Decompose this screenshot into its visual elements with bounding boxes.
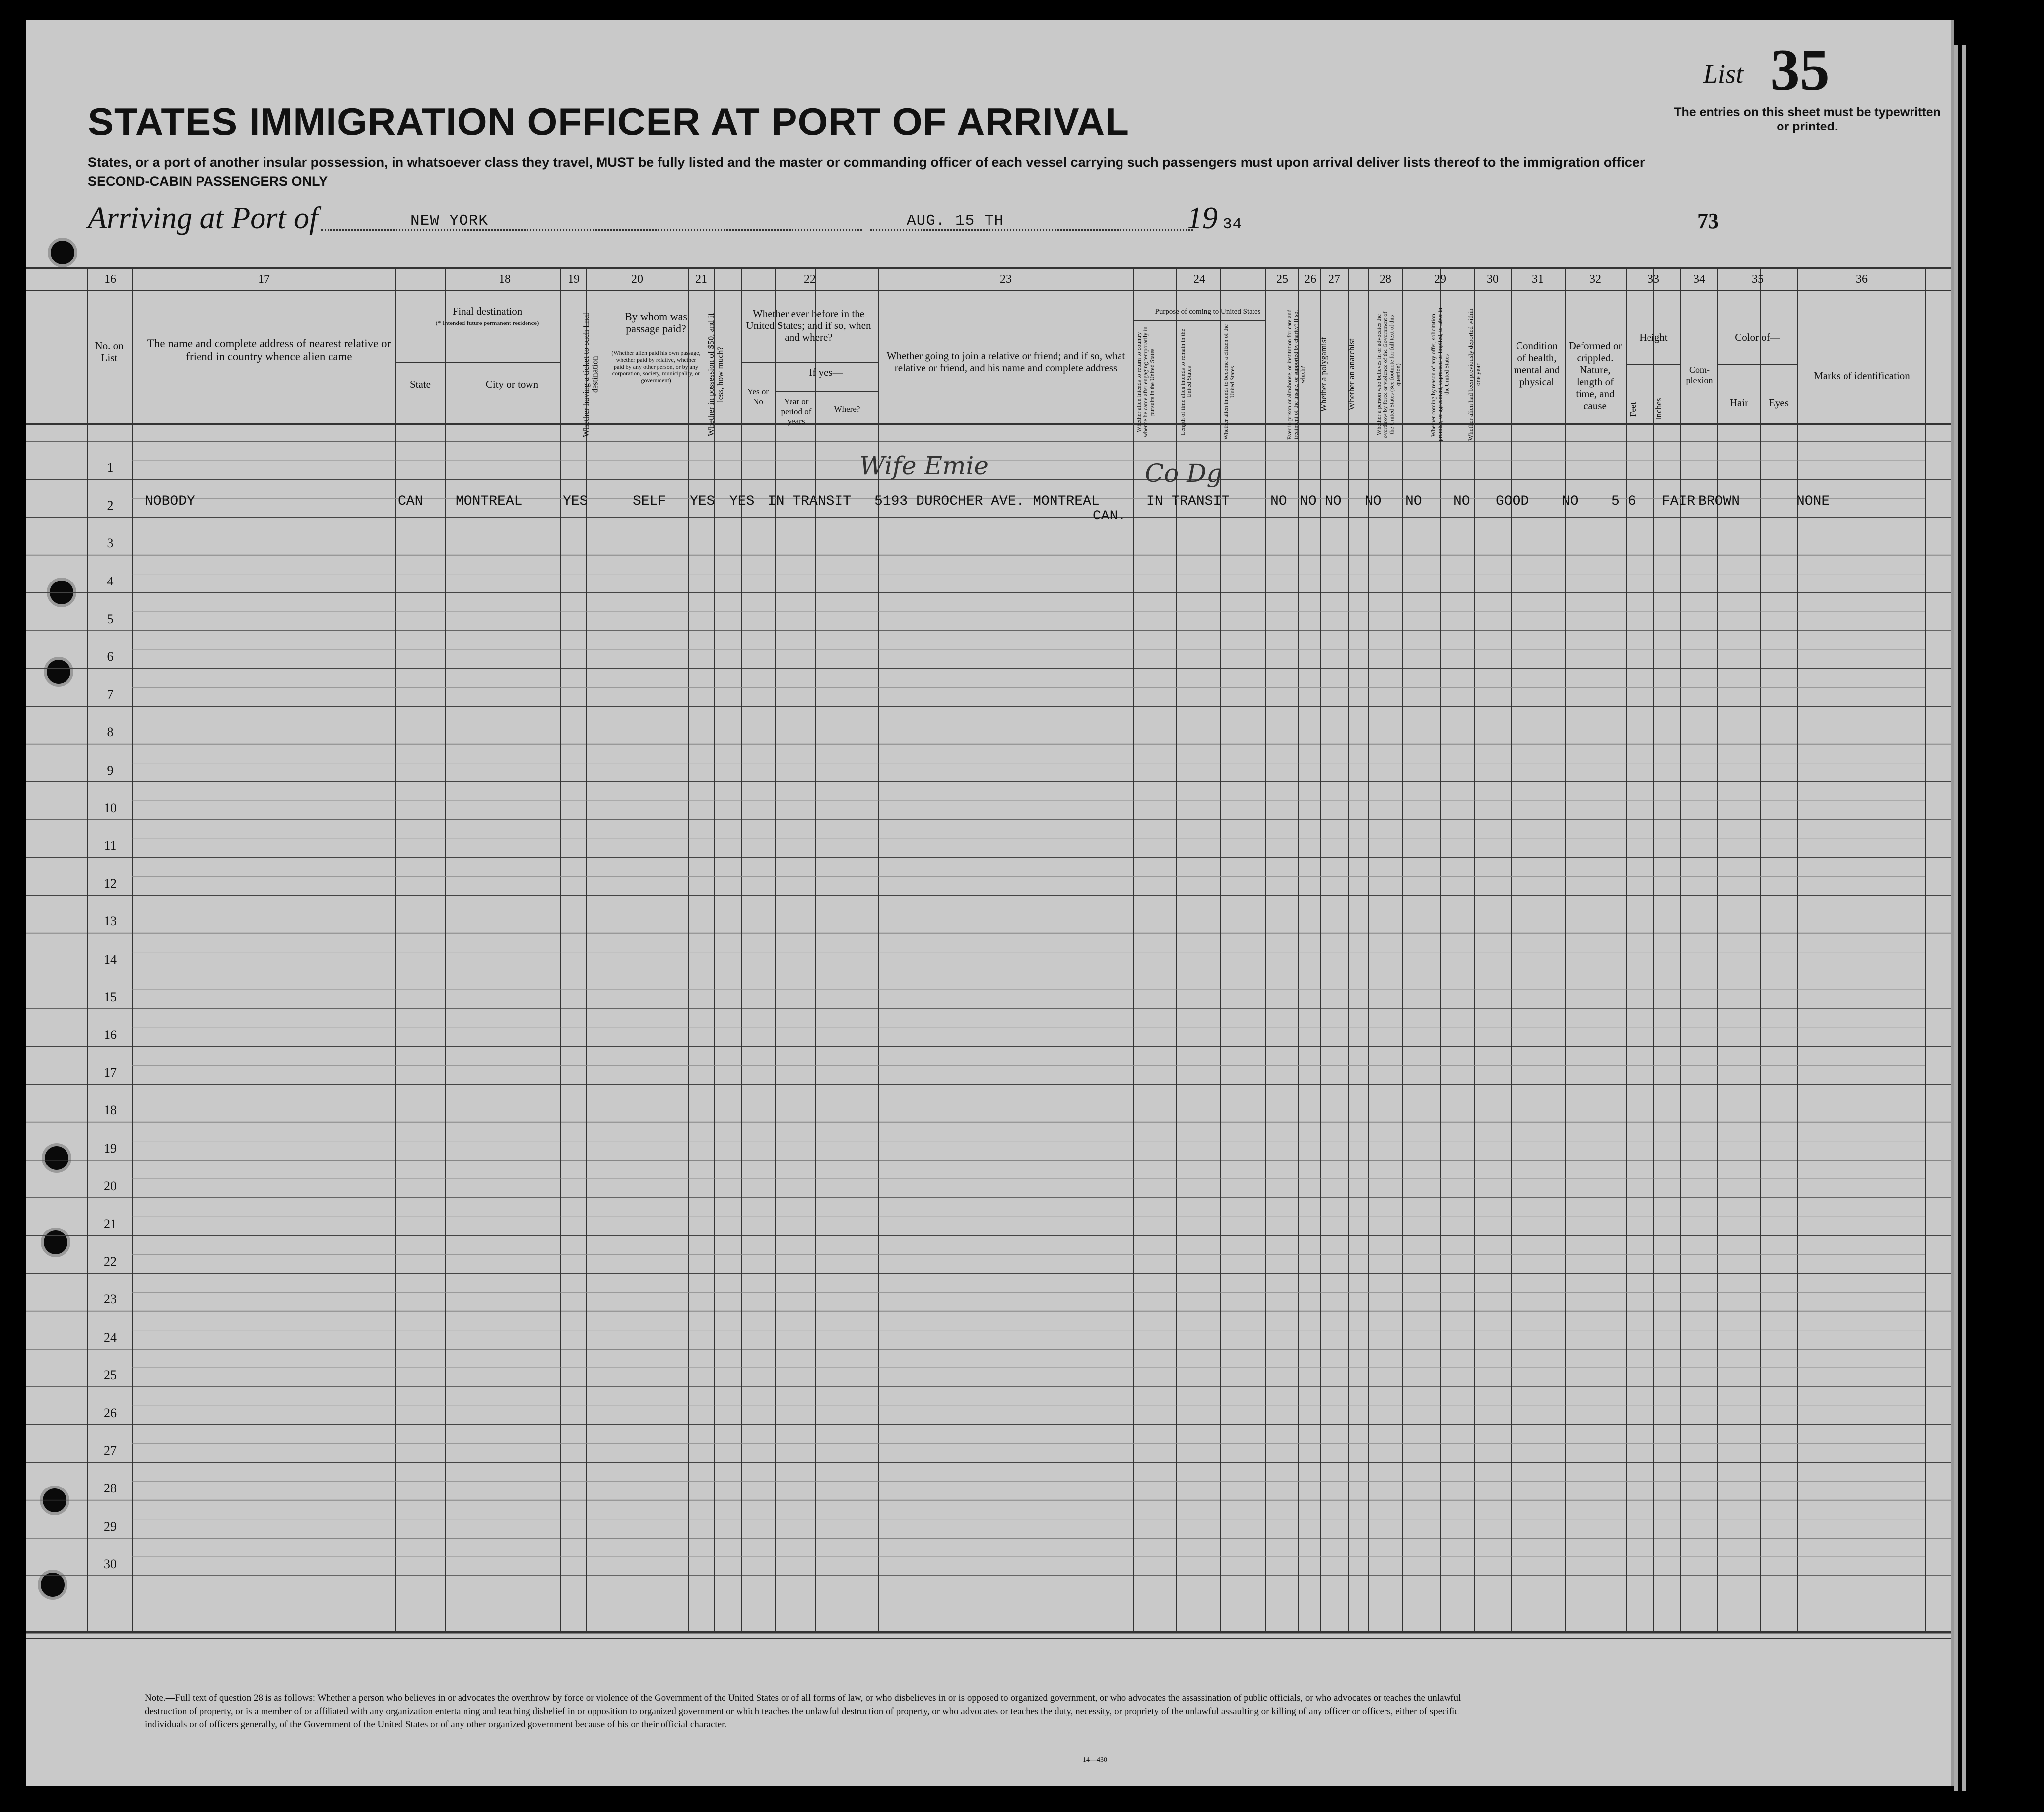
column-number: 18 xyxy=(499,273,511,286)
header-possession: Whether in possession of $50, and if less, how much? xyxy=(706,313,725,437)
year-suffix: 34 xyxy=(1223,216,1243,233)
header-hair: Hair xyxy=(1729,397,1749,409)
cell-hair: BROWN xyxy=(1698,494,1740,509)
header-marks: Marks of identification xyxy=(1814,370,1910,382)
header-anarchist: Whether an anarchist xyxy=(1347,338,1356,411)
row-number: 24 xyxy=(104,1330,117,1345)
row-number: 13 xyxy=(104,914,117,929)
page-edge xyxy=(1962,45,1966,1791)
header-inches: Inches xyxy=(1654,398,1663,421)
year-prefix: 19 xyxy=(1187,201,1218,235)
row-number: 5 xyxy=(107,611,114,626)
header-year-period: Year or period of years xyxy=(781,397,812,426)
column-number: 35 xyxy=(1752,273,1764,286)
cell-prison: NO xyxy=(1270,494,1287,509)
row-number: 15 xyxy=(104,989,117,1004)
cell-purpose: IN TRANSIT xyxy=(1146,494,1230,509)
column-number: 21 xyxy=(695,273,707,286)
header-yes-no: Yes or No xyxy=(747,387,769,406)
arriving-label: Arriving at Port of xyxy=(88,201,318,235)
header-q28: Whether a person who believes in or advocates the overthrow by force or violence of the Government of the United States (See footnote for full text of this question) xyxy=(1375,311,1402,438)
cell-condition: GOOD xyxy=(1496,494,1529,509)
list-note: The entries on this sheet must be typewritten or printed. xyxy=(1674,105,1941,133)
cell-state: CAN xyxy=(398,494,423,509)
page-edge xyxy=(1954,45,1958,1791)
header-feet: Feet xyxy=(1628,402,1638,417)
header-if-yes: If yes— xyxy=(809,366,843,378)
header-q29: Whether coming by reason of any offer, solicitation, promise, or agreement, expressed or implied, to labor in the United States xyxy=(1430,308,1450,442)
cell-deported: NO xyxy=(1453,494,1470,509)
header-state: State xyxy=(410,378,431,390)
header-polygamist: Whether a polygamist xyxy=(1319,337,1328,412)
header-relative: The name and complete address of nearest relative or friend in country whence alien came xyxy=(147,337,391,363)
cell-marks: NONE xyxy=(1796,494,1830,509)
column-number: 36 xyxy=(1856,273,1868,286)
row-number: 3 xyxy=(107,536,114,551)
port-value: NEW YORK xyxy=(410,212,488,230)
cell-q28: NO xyxy=(1365,494,1382,509)
row-number: 21 xyxy=(104,1217,117,1231)
row-number: 11 xyxy=(104,839,117,853)
column-number: 20 xyxy=(631,273,643,286)
cell-join-line2: CAN. xyxy=(1093,509,1126,524)
header-ticket: Whether having a ticket to such final destination xyxy=(581,312,600,437)
cell-complexion: FAIR xyxy=(1662,494,1696,509)
header-color-of: Color of— xyxy=(1735,331,1780,343)
header-join-relative: Whether going to join a relative or friend; and if so, what relative or friend, and his name and complete address xyxy=(886,350,1125,374)
list-number: 35 xyxy=(1770,37,1830,103)
cell-feet: 5 xyxy=(1611,494,1620,509)
header-passage-paid-note: (Whether alien paid his own passage, whether paid by relative, whether paid by any other person, or by any corporation, society, municipality, or government) xyxy=(611,349,701,384)
row-number: 30 xyxy=(104,1556,117,1571)
row-number: 4 xyxy=(107,574,114,588)
row-number: 6 xyxy=(107,649,114,664)
sheet-number: 73 xyxy=(1697,209,1719,233)
row-number: 2 xyxy=(107,498,114,513)
list-label: List xyxy=(1703,59,1744,89)
row-number: 19 xyxy=(104,1141,117,1156)
column-number: 32 xyxy=(1589,273,1601,286)
header-no-on-list: No. on List xyxy=(95,340,124,364)
column-number: 23 xyxy=(1000,273,1012,286)
column-number: 17 xyxy=(258,273,270,286)
cell-paid-by: SELF xyxy=(633,494,666,509)
handwritten-annotation: Co Dg xyxy=(1145,459,1223,488)
header-passage-paid: By whom was passage paid? xyxy=(625,310,687,335)
cell-ever-before: YES xyxy=(729,494,755,509)
column-number: 27 xyxy=(1328,273,1340,286)
row-number: 17 xyxy=(104,1065,117,1080)
row-number: 16 xyxy=(104,1028,117,1042)
cell-inches: 6 xyxy=(1628,494,1636,509)
row-number: 29 xyxy=(104,1519,117,1534)
row-number: 26 xyxy=(104,1406,117,1420)
header-ever-before: Whether ever before in the United States; and if so, when and where? xyxy=(746,308,871,344)
cell-deformed: NO xyxy=(1562,494,1579,509)
header-final-destination-note: (* Intended future permanent residence) xyxy=(435,319,539,326)
header-deported: Whether alien had been previously deported within one year xyxy=(1467,308,1482,441)
row-number: 8 xyxy=(107,725,114,740)
row-number: 9 xyxy=(107,763,114,777)
page-subtitle: States, or a port of another insular possession, in whatsoever class they travel, MUST be fully listed and the master or commanding officer of each vessel carrying such passengers must upon arrival deliver lists thereof to the immigration officer xyxy=(88,155,1645,170)
cell-possession: YES xyxy=(690,494,715,509)
form-number: 14—430 xyxy=(1083,1756,1107,1764)
column-number: 33 xyxy=(1648,273,1659,286)
header-city: City or town xyxy=(485,378,539,390)
column-number: 25 xyxy=(1276,273,1288,286)
header-deformed: Deformed or crippled. Nature, length of time, and cause xyxy=(1568,340,1622,412)
header-where: Where? xyxy=(834,404,860,414)
handwritten-annotation: Wife Emie xyxy=(859,452,989,480)
header-condition: Condition of health, mental and physical xyxy=(1514,340,1560,388)
header-purpose-c: Whether alien intends to become a citizen of the United States xyxy=(1222,324,1236,440)
header-prison: Ever in prison or almshouse, or institution for care and treatment of the insane, or supported by charity? If so, which? xyxy=(1286,309,1306,440)
date-value: AUG. 15 TH xyxy=(907,212,1004,230)
cell-ticket: YES xyxy=(563,494,588,509)
column-number: 28 xyxy=(1380,273,1391,286)
header-complexion: Com- plexion xyxy=(1686,365,1713,385)
column-number: 22 xyxy=(804,273,816,286)
footnote: Note.—Full text of question 28 is as follows: Whether a person who believes in or advocates the overthrow by force or violence of the Government of the United States or of all forms of law, or who disbelieves in or is opposed to organized government, or who advocates the assassination of public officials, or who advocates or teaches the unlawful destruction of property, or is a member of or affiliated with any organization entertaining and teaching disbelief in or opposition to organized government or which teaches the unlawful destruction of property, or who advocates or teaches the duty, necessity, or propriety of the unlawful assaulting or killing of any officer or officers, either of specific individuals or of officers generally, of the Government of the United States or of any other organized government because of his or their official character. xyxy=(145,1693,1461,1730)
column-number: 31 xyxy=(1532,273,1544,286)
header-eyes: Eyes xyxy=(1769,397,1789,409)
cell-relative: NOBODY xyxy=(145,494,195,509)
column-number: 16 xyxy=(104,273,116,286)
header-purpose: Purpose of coming to United States xyxy=(1155,308,1261,316)
cell-q29: NO xyxy=(1405,494,1422,509)
manifest-sheet xyxy=(26,20,1954,1786)
row-number: 28 xyxy=(104,1481,117,1496)
row-number: 1 xyxy=(107,460,114,475)
row-number: 23 xyxy=(104,1292,117,1307)
row-number: 18 xyxy=(104,1103,117,1118)
page-title: STATES IMMIGRATION OFFICER AT PORT OF ARRIVAL xyxy=(88,100,1129,143)
cell-where-before: IN TRANSIT xyxy=(768,494,852,509)
row-number: 14 xyxy=(104,952,117,967)
column-number: 24 xyxy=(1193,273,1205,286)
cell-polygamist: NO xyxy=(1300,494,1317,509)
row-number: 7 xyxy=(107,687,114,702)
header-height: Height xyxy=(1639,331,1668,343)
cell-city: MONTREAL xyxy=(456,494,523,509)
row-number: 10 xyxy=(104,800,117,815)
row-number: 25 xyxy=(104,1367,117,1382)
cell-anarchist: NO xyxy=(1325,494,1342,509)
column-number: 30 xyxy=(1487,273,1499,286)
column-number: 26 xyxy=(1304,273,1316,286)
column-number: 29 xyxy=(1434,273,1446,286)
row-number: 20 xyxy=(104,1178,117,1193)
header-purpose-a: Whether alien intends to return to country whence he came after engaging temporarily in pursuits in the United States xyxy=(1135,326,1156,438)
row-number: 27 xyxy=(104,1443,117,1458)
cell-join: 5193 DUROCHER AVE. MONTREAL xyxy=(874,494,1100,509)
column-number: 19 xyxy=(568,273,580,286)
row-number: 12 xyxy=(104,876,117,891)
header-final-destination: Final destination xyxy=(452,305,523,317)
column-number: 34 xyxy=(1693,273,1705,286)
header-purpose-b: Length of time alien intends to remain in the United States xyxy=(1179,329,1193,435)
cabin-class: SECOND-CABIN PASSENGERS ONLY xyxy=(88,174,328,189)
row-number: 22 xyxy=(104,1254,117,1269)
